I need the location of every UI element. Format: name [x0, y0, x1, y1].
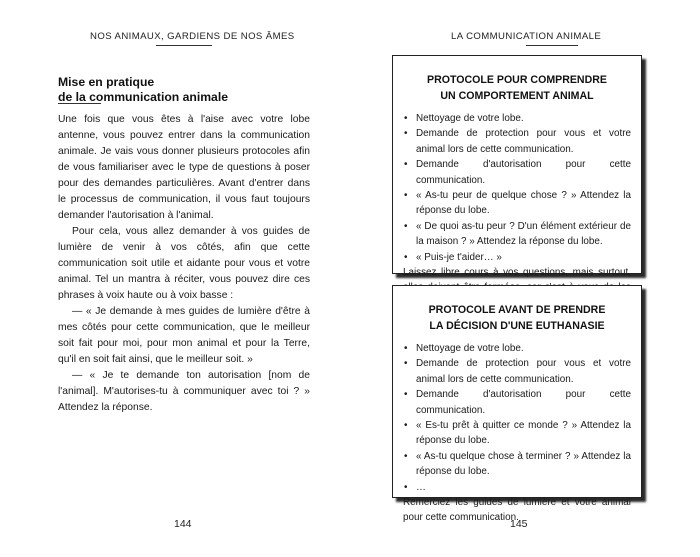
list-item	[403, 250, 631, 265]
bullet-icon: •	[404, 358, 408, 370]
right-page	[350, 0, 700, 557]
running-head-left: NOS ANIMAUX, GARDIENS DE NOS ÂMES	[90, 31, 295, 42]
bullet-icon: •	[404, 128, 408, 140]
bullet-icon: •	[404, 220, 408, 232]
section-title-line2: de la communication animale	[58, 89, 228, 104]
bullet-icon: •	[404, 113, 408, 124]
box-title-line2: LA DÉCISION D'UNE EUTHANASIE	[429, 320, 605, 332]
bullet-icon: •	[404, 343, 408, 354]
list-item-text: « Es-tu prêt à quitter ce monde ? » Attendez la réponse du lobe.	[416, 420, 631, 447]
box-closing-text: Laissez libre cours à vos questions, mais surtout,	[403, 267, 631, 279]
list-item	[403, 418, 631, 449]
list-item	[403, 111, 631, 126]
list-item	[403, 126, 631, 157]
list-item	[403, 480, 631, 495]
list-item-text: « De quoi as-tu peur ? D'un élément extérieur de la maison ? » Attendez la réponse du lobe.	[416, 220, 631, 248]
box-title	[393, 302, 641, 334]
section-title	[58, 75, 228, 104]
bullet-icon: •	[404, 190, 408, 202]
paragraph: Pour cela, vous allez demander à vos guides de lumière de venir à vos côtés, afin que cette communication soit utile et aidante pour vous et votre animal. Tel un mantra à réciter, vous pouvez dire ces phrases à voix haute ou à voix basse :	[58, 226, 310, 301]
list-item	[403, 356, 631, 387]
list-item-text: …	[416, 481, 426, 493]
list-item	[403, 341, 631, 356]
section-title-rule	[58, 103, 101, 104]
list-item	[403, 188, 631, 219]
list-item-text: Demande d'autorisation pour cette communication.	[416, 389, 631, 416]
page-number-right: 145	[510, 518, 528, 530]
list-item-text: « As-tu quelque chose à terminer ? » Attendez la réponse du lobe.	[416, 450, 631, 478]
list-item-text: « Puis-je t'aider… »	[416, 251, 502, 263]
section-title-line1: Mise en pratique	[58, 75, 155, 89]
box-closing-text: Remerciez les guides de lumière et votre animal pour cette communication.	[403, 497, 631, 524]
list-item	[403, 449, 631, 480]
list-item-text: Nettoyage de votre lobe.	[416, 343, 524, 354]
box-title-line1: PROTOCOLE POUR COMPRENDRE	[427, 74, 607, 86]
box-title-line1: PROTOCOLE AVANT DE PRENDRE	[428, 304, 606, 316]
page-number-left: 144	[174, 518, 192, 530]
bullet-icon: •	[404, 159, 408, 171]
bullet-icon: •	[404, 420, 408, 432]
list-item-text: Nettoyage de votre lobe.	[416, 113, 524, 124]
paragraph: — « Je demande à mes guides de lumière d'être à mes côtés pour cette communication, que le meilleur soit fait pour moi, pour mon animal et pour la Terre, qu'il en soit fait ainsi, que le meilleur soit. »	[58, 306, 310, 365]
list-item	[403, 387, 631, 418]
list-item-text: Demande d'autorisation pour cette communication.	[416, 159, 631, 186]
running-head-rule-left	[156, 45, 212, 46]
paragraph: — « Je te demande ton autorisation [nom de l'animal]. M'autorises-tu à communiquer avec toi ? » Attendez la réponse.	[58, 370, 310, 413]
running-head-rule-right	[526, 45, 578, 46]
list-item	[403, 219, 631, 250]
body-text	[58, 112, 310, 416]
list-item-text: Demande de protection pour vous et votre animal lors de cette communication.	[416, 128, 631, 155]
running-head-right: LA COMMUNICATION ANIMALE	[451, 31, 602, 42]
list-item-text: Demande de protection pour vous et votre animal lors de cette communication.	[416, 358, 631, 385]
bullet-icon: •	[404, 251, 408, 263]
box-title	[393, 72, 641, 104]
bullet-icon: •	[404, 450, 408, 462]
list-item-text: « As-tu peur de quelque chose ? » Attendez la réponse du lobe.	[416, 190, 631, 217]
paragraph: Une fois que vous êtes à l'aise avec votre lobe antenne, vous pouvez entrer dans la communication animale. Je vais vous donner plusieurs protocoles afin de vous familiariser avec le type de questions à poser pour des demandes particulières. Avant d'entrer dans le processus de communication, il vous faut toujours demander l'autorisation à l'animal.	[58, 114, 310, 221]
protocol-box-behavior	[392, 55, 642, 279]
bullet-icon: •	[404, 481, 408, 493]
protocol-list	[393, 341, 641, 495]
list-item	[403, 157, 631, 188]
bullet-icon: •	[404, 389, 408, 401]
protocol-list	[393, 111, 641, 265]
box-title-line2: UN COMPORTEMENT ANIMAL	[440, 90, 594, 102]
